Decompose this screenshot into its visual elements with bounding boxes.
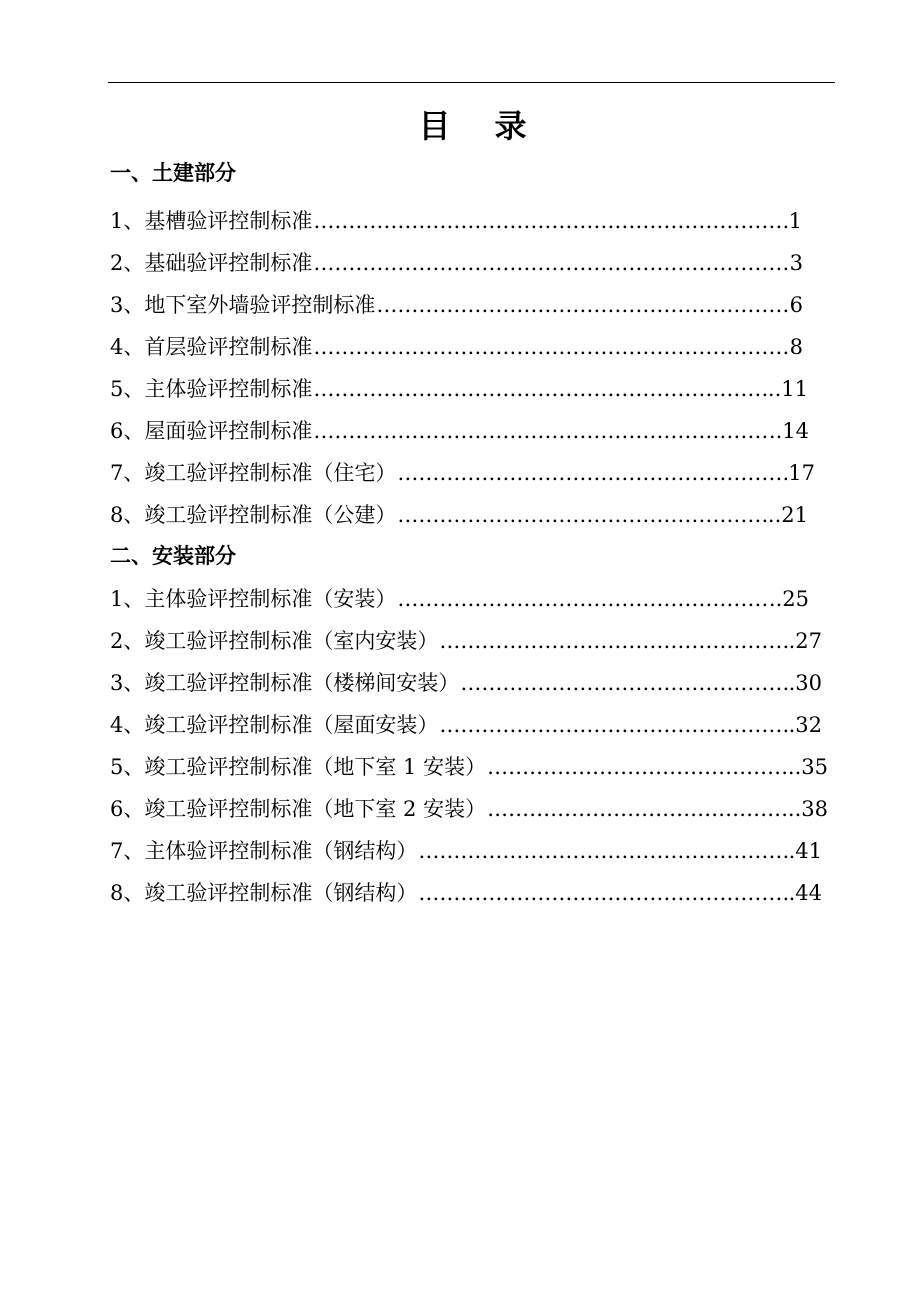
dot-leader (397, 500, 767, 530)
dot-leader (376, 290, 788, 320)
dot-leader (397, 458, 787, 488)
toc-entry-label: 5、主体验评控制标准 (110, 377, 313, 401)
toc-entry[interactable] (110, 248, 803, 278)
toc-entry[interactable] (110, 290, 803, 320)
dot-leader (313, 332, 788, 362)
toc-entry-page: 17 (788, 461, 815, 485)
toc-entry-label: 4、竣工验评控制标准（屋面安装） (110, 713, 439, 737)
toc-entry-label: 1、主体验评控制标准（安装） (110, 587, 397, 611)
toc-entry[interactable] (110, 332, 803, 362)
toc-entry[interactable] (110, 710, 822, 740)
dot-leader (460, 668, 787, 698)
page-title (0, 104, 920, 148)
header-rule (108, 82, 835, 83)
toc-entry[interactable] (110, 836, 822, 866)
toc-entry-label: 7、竣工验评控制标准（住宅） (110, 461, 397, 485)
dot-leader (418, 836, 787, 866)
dot-leader (487, 752, 787, 782)
toc-entry-page: 1 (788, 209, 802, 233)
toc-entry-page: 3 (789, 251, 803, 275)
toc-entry-label: 5、竣工验评控制标准（地下室 1 安装） (110, 755, 487, 779)
toc-entry-label: 8、竣工验评控制标准（钢结构） (110, 881, 418, 905)
toc-entry-page: ..11 (767, 377, 808, 401)
section-heading-civil: 一、土建部分 (110, 161, 236, 185)
toc-entry-page: ..38 (787, 797, 828, 821)
toc-entry[interactable] (110, 374, 808, 404)
toc-entry-page: .27 (788, 629, 822, 653)
toc-entry-page: 6 (789, 293, 803, 317)
dot-leader (397, 584, 768, 614)
toc-entry[interactable] (110, 416, 809, 446)
toc-entry[interactable] (110, 500, 808, 530)
toc-entry-label: 6、竣工验评控制标准（地下室 2 安装） (110, 797, 487, 821)
dot-leader (313, 374, 767, 404)
toc-entry-page: .44 (788, 881, 822, 905)
toc-entry-page: ..25 (768, 587, 809, 611)
toc-entry-label: 2、竣工验评控制标准（室内安装） (110, 629, 439, 653)
toc-entry-page: .41 (788, 839, 822, 863)
title-char-1: 目 (418, 107, 451, 145)
toc-entry-label: 3、地下室外墙验评控制标准 (110, 293, 376, 317)
toc-entry-page: 8 (789, 335, 803, 359)
toc-entry[interactable] (110, 878, 822, 908)
toc-entry-page: ..35 (787, 755, 828, 779)
toc-entry[interactable] (110, 752, 828, 782)
dot-leader (439, 626, 787, 656)
dot-leader (487, 794, 787, 824)
toc-entry[interactable] (110, 206, 802, 236)
toc-entry[interactable] (110, 668, 822, 698)
dot-leader (418, 878, 787, 908)
toc-entry-page: .30 (788, 671, 822, 695)
section-heading-installation: 二、安装部分 (110, 544, 236, 568)
dot-leader (313, 206, 787, 236)
dot-leader (313, 248, 788, 278)
toc-entry-label: 3、竣工验评控制标准（楼梯间安装） (110, 671, 460, 695)
toc-entry[interactable] (110, 584, 809, 614)
dot-leader (313, 416, 768, 446)
toc-entry[interactable] (110, 458, 815, 488)
toc-entry[interactable] (110, 794, 828, 824)
toc-entry-label: 4、首层验评控制标准 (110, 335, 313, 359)
toc-entry-label: 2、基础验评控制标准 (110, 251, 313, 275)
dot-leader (439, 710, 787, 740)
toc-entry-page: .32 (788, 713, 822, 737)
toc-entry-label: 6、屋面验评控制标准 (110, 419, 313, 443)
toc-entry-label: 1、基槽验评控制标准 (110, 209, 313, 233)
title-char-2: 录 (494, 107, 527, 145)
toc-entry-page: ..21 (767, 503, 808, 527)
toc-entry-page: ..14 (768, 419, 809, 443)
toc-entry-label: 7、主体验评控制标准（钢结构） (110, 839, 418, 863)
toc-entry-label: 8、竣工验评控制标准（公建） (110, 503, 397, 527)
toc-entry[interactable] (110, 626, 822, 656)
